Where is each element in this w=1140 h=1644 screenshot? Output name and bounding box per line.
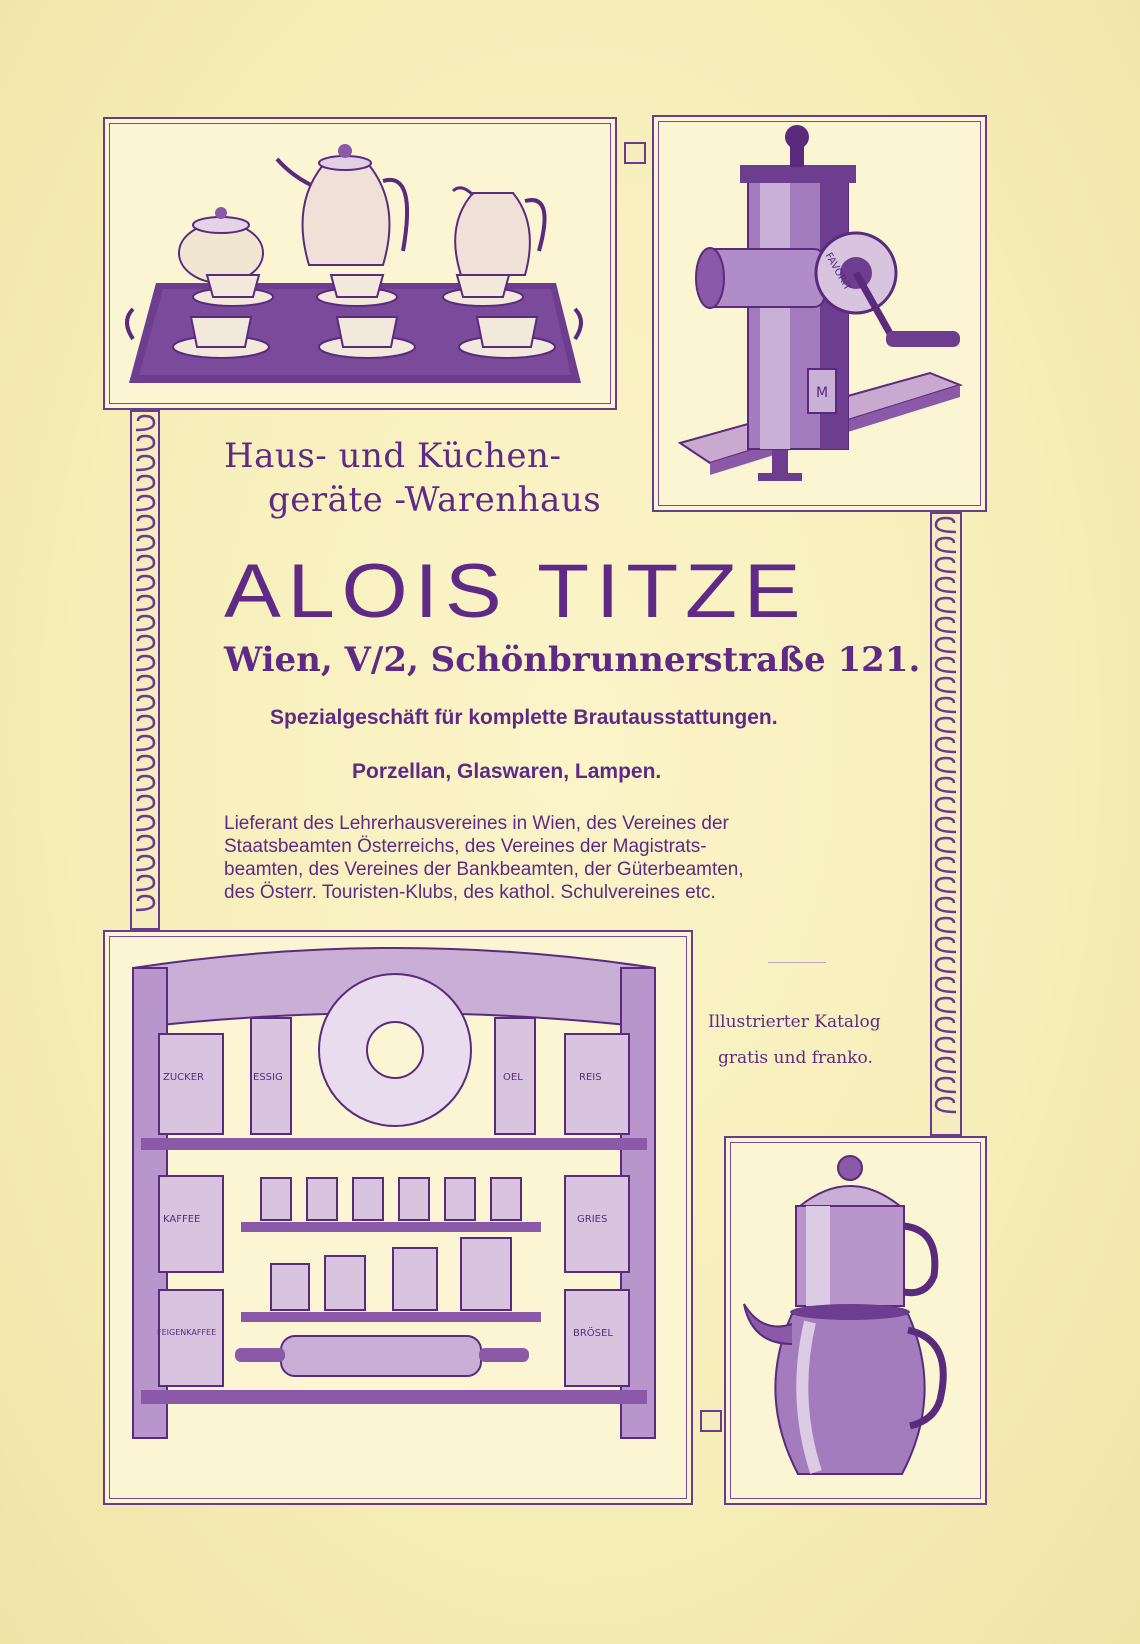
catalog-line-2: gratis und franko.: [718, 1048, 873, 1068]
border-scroll-ornament: [136, 476, 154, 490]
heading-line-2: geräte -Warenhaus: [268, 480, 602, 520]
border-scroll-ornament: [936, 718, 956, 732]
border-scroll-ornament: [936, 698, 956, 712]
border-scroll-ornament: [936, 538, 956, 552]
canister-label: ZUCKER: [163, 1072, 204, 1083]
canister-label: OEL: [503, 1072, 523, 1083]
catalog-line-1: Illustrierter Katalog: [708, 1012, 881, 1032]
border-scroll-ornament: [136, 796, 154, 810]
border-scroll-ornament: [936, 618, 956, 632]
address: Wien, V/2, Schönbrunnerstraße 121.: [224, 640, 921, 680]
border-scroll-ornament: [136, 736, 154, 750]
border-scroll-ornament: [136, 596, 154, 610]
canister-label: KAFFEE: [163, 1214, 201, 1225]
supplier-line: Staatsbeamten Österreichs, des Vereines der Magistrats-: [224, 836, 707, 857]
canister-label: BRÖSEL: [573, 1328, 613, 1339]
heading-line-1: Haus- und Küchen-: [224, 436, 562, 476]
border-scroll-ornament: [136, 416, 154, 430]
border-scroll-ornament: [136, 896, 154, 910]
grinder-brand-label: FAVORIT: [822, 251, 853, 293]
border-scroll-ornament: [936, 1018, 956, 1032]
right-ornamental-border: [930, 512, 962, 1136]
specialty-text: Spezialgeschäft für komplette Brautausstattungen.: [270, 706, 778, 729]
border-scroll-ornament: [136, 556, 154, 570]
border-scroll-ornament: [936, 878, 956, 892]
svg-text:M: M: [815, 385, 829, 401]
border-scroll-ornament: [936, 838, 956, 852]
border-scroll-ornament: [936, 1058, 956, 1072]
border-scroll-ornament: [936, 598, 956, 612]
border-scroll-ornament: [136, 716, 154, 730]
ornament-knot: [700, 1410, 722, 1432]
border-scroll-ornament: [136, 576, 154, 590]
border-scroll-ornament: [936, 658, 956, 672]
border-scroll-ornament: [936, 558, 956, 572]
border-scroll-ornament: [136, 836, 154, 850]
border-scroll-ornament: [936, 858, 956, 872]
border-scroll-ornament: [936, 738, 956, 752]
border-scroll-ornament: [136, 436, 154, 450]
border-scroll-ornament: [936, 1078, 956, 1092]
border-scroll-ornament: [936, 518, 956, 532]
border-scroll-ornament: [936, 578, 956, 592]
canister-label: REIS: [579, 1072, 602, 1083]
left-ornamental-border: [130, 410, 160, 930]
border-scroll-ornament: [936, 998, 956, 1012]
border-scroll-ornament: [136, 756, 154, 770]
company-name: ALOIS TITZE: [224, 549, 808, 634]
border-scroll-ornament: [136, 456, 154, 470]
border-scroll-ornament: [136, 776, 154, 790]
supplier-line: des Österr. Touristen-Klubs, des kathol. Schulvereines etc.: [224, 882, 716, 903]
ornament-knot: [624, 142, 646, 164]
coffee-pot-illustration: [724, 1136, 987, 1505]
border-scroll-ornament: [936, 758, 956, 772]
border-scroll-ornament: [136, 696, 154, 710]
border-scroll-ornament: [936, 798, 956, 812]
divider-rule: [768, 962, 826, 963]
border-scroll-ornament: [136, 536, 154, 550]
goods-text: Porzellan, Glaswaren, Lampen.: [352, 760, 662, 783]
border-scroll-ornament: [136, 876, 154, 890]
border-scroll-ornament: [136, 816, 154, 830]
border-scroll-ornament: [936, 818, 956, 832]
border-scroll-ornament: [936, 1038, 956, 1052]
supplier-paragraph: [224, 812, 874, 904]
border-scroll-ornament: [936, 898, 956, 912]
border-scroll-ornament: [136, 516, 154, 530]
border-scroll-ornament: [936, 918, 956, 932]
border-scroll-ornament: [136, 676, 154, 690]
border-scroll-ornament: [136, 616, 154, 630]
supplier-line: Lieferant des Lehrerhausvereines in Wien, des Vereines der: [224, 813, 729, 834]
border-scroll-ornament: [936, 938, 956, 952]
border-scroll-ornament: [136, 856, 154, 870]
coffee-grinder-illustration: [652, 115, 987, 512]
border-scroll-ornament: [936, 678, 956, 692]
border-scroll-ornament: [936, 978, 956, 992]
border-scroll-ornament: [936, 778, 956, 792]
kitchen-shelf-illustration: [103, 930, 693, 1505]
border-scroll-ornament: [136, 496, 154, 510]
canister-label: GRIES: [577, 1214, 608, 1225]
border-scroll-ornament: [136, 636, 154, 650]
tea-set-illustration: [103, 117, 617, 410]
canister-label: FEIGENKAFFEE: [157, 1328, 217, 1337]
border-scroll-ornament: [936, 958, 956, 972]
border-scroll-ornament: [136, 656, 154, 670]
border-scroll-ornament: [936, 638, 956, 652]
border-scroll-ornament: [936, 1098, 956, 1112]
canister-label: ESSIG: [253, 1072, 283, 1083]
supplier-line: beamten, des Vereines der Bankbeamten, der Güterbeamten,: [224, 859, 744, 880]
